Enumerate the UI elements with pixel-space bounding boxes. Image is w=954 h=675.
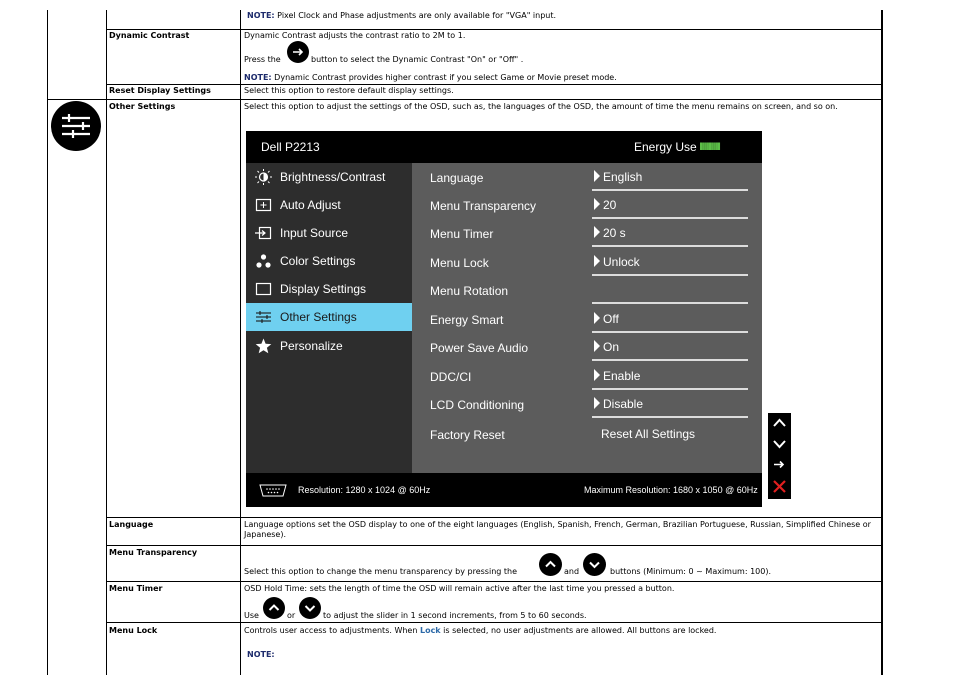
osd-setting-row[interactable] <box>412 163 762 191</box>
other-settings-desc: Select this option to adjust the settings of the OSD, such as, the languages of the OSD, the amount of time the menu remains on screen, and so on. <box>244 102 838 111</box>
note-label: NOTE: <box>247 11 275 20</box>
setting-key: Language <box>430 171 484 185</box>
osd-setting-row[interactable] <box>412 420 762 448</box>
setting-value: 20 s <box>594 226 626 240</box>
up-button-icon <box>263 597 285 619</box>
brightness-icon <box>255 169 272 185</box>
osd-setting-row[interactable] <box>412 362 762 390</box>
osd-menu-label: Color Settings <box>280 254 356 268</box>
osd-footer <box>246 473 762 507</box>
osd-menu-label: Display Settings <box>280 282 367 296</box>
osd-menu <box>246 131 762 507</box>
color-settings-icon <box>255 253 272 269</box>
lock-word: Lock <box>419 626 441 635</box>
table-border-right <box>881 10 883 675</box>
osd-setting-row[interactable] <box>412 333 762 361</box>
setting-separator <box>592 416 748 418</box>
down-arrow-icon[interactable] <box>772 436 787 451</box>
down-button-icon <box>299 597 321 619</box>
row-label-language: Language <box>109 520 154 529</box>
dynamic-contrast-note-text: Dynamic Contrast provides higher contrast if you select Game or Movie preset mode. <box>274 73 617 82</box>
setting-key: Menu Lock <box>430 256 489 270</box>
row-label-other-settings: Other Settings <box>109 102 176 111</box>
osd-menu-item-display-settings[interactable] <box>246 275 412 303</box>
osd-menu-label: Auto Adjust <box>280 198 341 212</box>
transparency-desc-b: buttons (Minimum: 0 ~ Maximum: 100). <box>610 567 771 576</box>
row-label-menu-timer: Menu Timer <box>109 584 163 593</box>
right-arrow-button-icon <box>287 41 309 63</box>
setting-key: LCD Conditioning <box>430 398 525 412</box>
setting-value: Unlock <box>594 255 640 269</box>
osd-menu-label: Input Source <box>280 226 349 240</box>
osd-resolution: Resolution: 1280 x 1024 @ 60Hz <box>298 485 431 495</box>
setting-value: English <box>594 170 642 184</box>
up-arrow-icon[interactable] <box>772 416 787 431</box>
row-label-menu-transparency: Menu Transparency <box>109 548 198 557</box>
menu-timer-use: Use <box>244 611 259 620</box>
table-border-col1 <box>106 10 107 675</box>
row-divider <box>47 99 883 100</box>
row-divider <box>106 581 883 582</box>
osd-setting-row[interactable] <box>412 191 762 219</box>
osd-menu-label: Other Settings <box>280 310 357 324</box>
osd-menu-item-color-settings[interactable] <box>246 247 412 275</box>
menu-lock-desc <box>244 626 716 636</box>
menu-lock-desc-a: Controls user access to adjustments. When <box>244 626 418 635</box>
other-settings-sliders-icon <box>51 101 101 151</box>
menu-timer-rest: to adjust the slider in 1 second increments, from 5 to 60 seconds. <box>323 611 587 620</box>
transparency-desc-a: Select this option to change the menu transparency by pressing the <box>244 567 518 576</box>
row-divider <box>106 545 883 546</box>
table-border-col2 <box>240 10 241 675</box>
osd-setting-row[interactable] <box>412 390 762 418</box>
setting-key: Menu Transparency <box>430 199 537 213</box>
setting-value: Disable <box>594 397 643 411</box>
menu-lock-desc-b: is selected, no user adjustments are allowed. All buttons are locked. <box>443 626 717 635</box>
close-icon[interactable] <box>771 478 788 495</box>
setting-separator <box>592 302 748 304</box>
osd-menu-item-other-settings[interactable] <box>246 303 412 331</box>
setting-value: 20 <box>594 198 616 212</box>
sliders-icon <box>255 309 272 325</box>
top-note <box>247 11 556 21</box>
setting-key: Factory Reset <box>430 428 505 442</box>
monitor-side-buttons <box>768 413 791 499</box>
osd-setting-row[interactable] <box>412 219 762 247</box>
note-label: NOTE: <box>244 73 272 82</box>
dynamic-contrast-note <box>244 73 617 83</box>
osd-header <box>246 131 762 163</box>
top-note-text: Pixel Clock and Phase adjustments are only available for "VGA" input. <box>277 11 557 20</box>
osd-menu-item-personalize[interactable] <box>246 332 412 360</box>
input-source-icon <box>255 225 272 241</box>
menu-timer-desc: OSD Hold Time: sets the length of time the OSD will remain active after the last time you pressed a button. <box>244 584 675 593</box>
osd-menu-item-input-source[interactable] <box>246 219 412 247</box>
star-icon <box>255 338 272 354</box>
right-arrow-icon[interactable] <box>772 457 787 472</box>
row-divider <box>106 622 883 623</box>
setting-key: Menu Timer <box>430 227 494 241</box>
auto-adjust-icon <box>255 197 272 213</box>
setting-key: Power Save Audio <box>430 341 529 355</box>
dynamic-contrast-desc: Dynamic Contrast adjusts the contrast ratio to 2M to 1. <box>244 31 466 40</box>
energy-meter: IIIIIIIIIIIIIIIIIII <box>699 141 720 153</box>
display-settings-icon <box>255 281 272 297</box>
row-divider <box>106 84 883 85</box>
osd-menu-label: Personalize <box>280 339 343 353</box>
row-label-menu-lock: Menu Lock <box>109 626 158 635</box>
osd-submenu <box>412 163 762 473</box>
setting-value: On <box>594 340 619 354</box>
setting-value: Reset All Settings <box>601 427 696 441</box>
setting-value: Off <box>594 312 619 326</box>
setting-key: DDC/CI <box>430 370 472 384</box>
language-desc: Language options set the OSD display to one of the eight languages (English, Spanish, French, German, Brazilian Portuguese, Russian, Simplified Chinese or Japanese). <box>244 520 871 539</box>
row-label-reset-display: Reset Display Settings <box>109 86 211 95</box>
row-label-dynamic-contrast: Dynamic Contrast <box>109 31 190 40</box>
reset-display-desc: Select this option to restore default display settings. <box>244 86 454 95</box>
osd-model-title: Dell P2213 <box>261 140 320 154</box>
setting-separator <box>592 245 748 247</box>
osd-main-menu <box>246 163 412 473</box>
osd-energy-label: Energy Use <box>634 140 697 154</box>
table-border-left <box>47 10 48 675</box>
down-button-icon <box>583 553 606 576</box>
row-divider <box>106 517 883 518</box>
osd-setting-row[interactable] <box>412 305 762 333</box>
osd-setting-row[interactable] <box>412 276 762 304</box>
osd-setting-row[interactable] <box>412 248 762 276</box>
menu-lock-note: NOTE: <box>247 650 275 659</box>
setting-key: Energy Smart <box>430 313 504 327</box>
press-rest-text: button to select the Dynamic Contrast "On" or "Off" . <box>311 55 524 64</box>
osd-menu-label: Brightness/Contrast <box>280 170 386 184</box>
press-the-text: Press the <box>244 55 281 64</box>
up-button-icon <box>539 553 562 576</box>
row-divider <box>106 29 883 30</box>
setting-value: Enable <box>594 369 640 383</box>
setting-separator <box>592 359 748 361</box>
setting-key: Menu Rotation <box>430 284 509 298</box>
osd-menu-item-auto-adjust[interactable] <box>246 191 412 219</box>
vga-connector-icon <box>257 484 289 497</box>
osd-max-resolution: Maximum Resolution: 1680 x 1050 @ 60Hz <box>584 485 758 495</box>
transparency-and: and <box>564 567 580 576</box>
menu-timer-or: or <box>287 611 296 620</box>
osd-menu-item-brightness[interactable] <box>246 163 412 191</box>
